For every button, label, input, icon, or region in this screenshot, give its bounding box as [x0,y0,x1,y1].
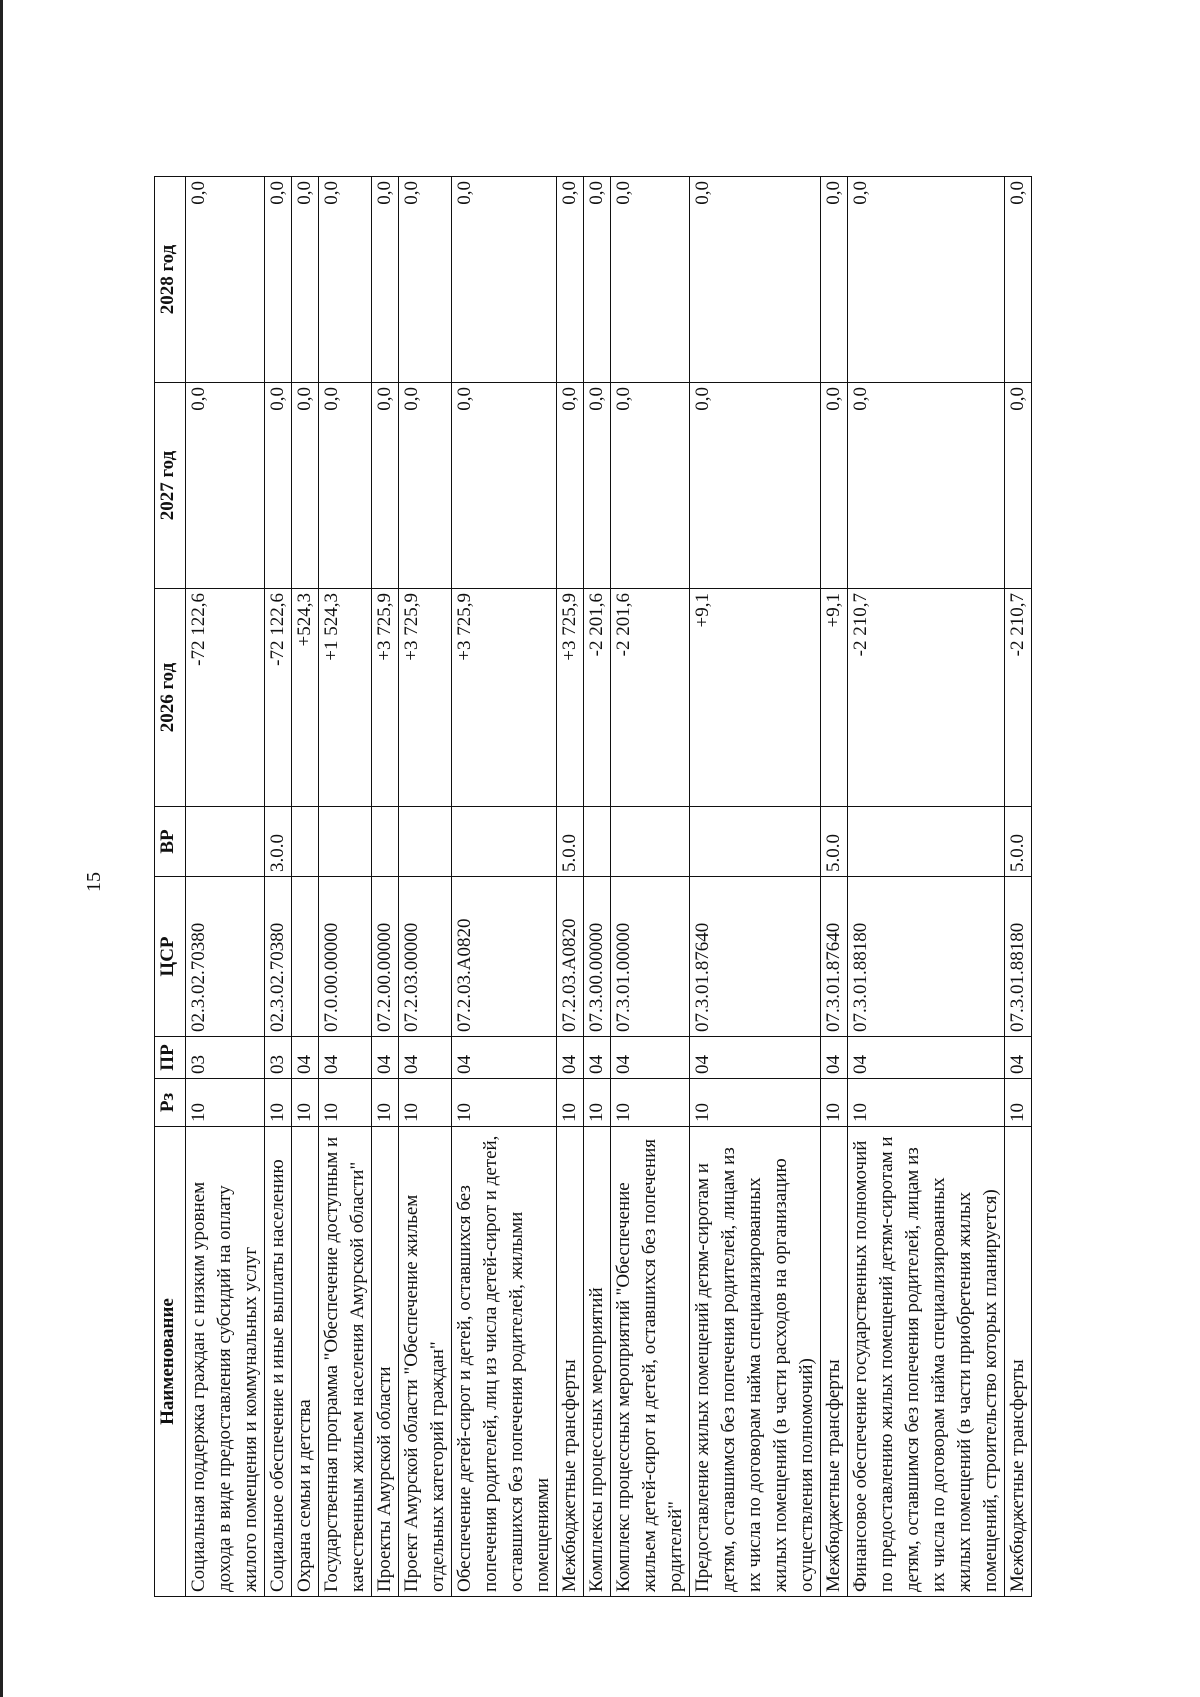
vr-cell [848,807,1005,877]
csr-cell: 07.3.01.87640 [821,877,848,1037]
value-2026-cell: +3 725,9 [557,589,584,807]
value-2028-cell: 0,0 [319,177,372,383]
value-2028-cell: 0,0 [611,177,690,383]
pr-cell: 03 [186,1037,265,1079]
vr-cell [452,807,557,877]
pr-cell: 03 [265,1037,292,1079]
rz-cell: 10 [848,1079,1005,1127]
csr-cell: 07.3.01.00000 [611,877,690,1037]
rz-cell: 10 [821,1079,848,1127]
vr-cell: 5.0.0 [821,807,848,877]
value-2026-cell: -72 122,6 [265,589,292,807]
csr-cell: 07.2.03.А0820 [557,877,584,1037]
rz-cell: 10 [690,1079,821,1127]
value-2026-cell: +3 725,9 [452,589,557,807]
value-2027-cell: 0,0 [265,383,292,589]
name-cell: Социальное обеспечение и иные выплаты населению [265,1127,292,1597]
pr-cell: 04 [584,1037,611,1079]
csr-cell: 07.3.00.00000 [584,877,611,1037]
vr-cell [186,807,265,877]
vr-cell [611,807,690,877]
value-2028-cell: 0,0 [821,177,848,383]
csr-cell [292,877,319,1037]
value-2026-cell: +1 524,3 [319,589,372,807]
pr-cell: 04 [690,1037,821,1079]
value-2027-cell: 0,0 [821,383,848,589]
value-2028-cell: 0,0 [557,177,584,383]
header-cell: Рз [155,1079,186,1127]
name-cell: Охрана семьи и детства [292,1127,319,1597]
value-2026-cell: +9,1 [821,589,848,807]
value-2026-cell: -2 201,6 [611,589,690,807]
rz-cell: 10 [584,1079,611,1127]
rz-cell: 10 [557,1079,584,1127]
table-row [292,177,319,1597]
rz-cell: 10 [186,1079,265,1127]
header-cell: ЦСР [155,877,186,1037]
header-cell: 2027 год [155,383,186,589]
table-row [319,177,372,1597]
name-cell: Межбюджетные трансферты [1005,1127,1032,1597]
value-2026-cell: +524,3 [292,589,319,807]
table-row [690,177,821,1597]
value-2028-cell: 0,0 [1005,177,1032,383]
name-cell: Комплекс процессных мероприятий "Обеспечение жильем детей-сирот и детей, оставшихся без попечения родителей" [611,1127,690,1597]
pr-cell: 04 [452,1037,557,1079]
pr-cell: 04 [292,1037,319,1079]
header-cell: 2028 год [155,177,186,383]
name-cell: Предоставление жилых помещений детям-сиротам и детям, оставшимся без попечения родителей, лицам из их числа по договорам найма специализированных жилых помещений (в части расходов на организацию осуществления полномочий) [690,1127,821,1597]
table-body [186,177,1032,1597]
value-2028-cell: 0,0 [690,177,821,383]
table-row [452,177,557,1597]
value-2028-cell: 0,0 [848,177,1005,383]
value-2027-cell: 0,0 [557,383,584,589]
vr-cell [319,807,372,877]
name-cell: Межбюджетные трансферты [821,1127,848,1597]
rz-cell: 10 [265,1079,292,1127]
header-cell: ПР [155,1037,186,1079]
table-container [154,177,1086,1597]
value-2028-cell: 0,0 [372,177,399,383]
name-cell: Социальная поддержка граждан с низким уровнем дохода в виде предоставления субсидий на оплату жилого помещения и коммунальных услуг [186,1127,265,1597]
vr-cell: 5.0.0 [1005,807,1032,877]
table-row [1005,177,1032,1597]
csr-cell: 02.3.02.70380 [186,877,265,1037]
value-2027-cell: 0,0 [399,383,452,589]
vr-cell: 5.0.0 [557,807,584,877]
value-2026-cell: -72 122,6 [186,589,265,807]
rz-cell: 10 [452,1079,557,1127]
rz-cell: 10 [399,1079,452,1127]
csr-cell: 07.3.01.88180 [1005,877,1032,1037]
table-row [848,177,1005,1597]
name-cell: Обеспечение детей-сирот и детей, оставшихся без попечения родителей, лиц из числа детей-сирот и детей, оставшихся без попечения родителей, жилыми помещениями [452,1127,557,1597]
rz-cell: 10 [292,1079,319,1127]
table-row [557,177,584,1597]
pr-cell: 04 [1005,1037,1032,1079]
csr-cell: 07.3.01.88180 [848,877,1005,1037]
csr-cell: 07.3.01.87640 [690,877,821,1037]
table-row [611,177,690,1597]
table-row [186,177,265,1597]
value-2027-cell: 0,0 [584,383,611,589]
value-2027-cell: 0,0 [186,383,265,589]
table-header-row [155,177,186,1597]
csr-cell: 07.2.03.00000 [399,877,452,1037]
name-cell: Проект Амурской области "Обеспечение жильем отдельных категорий граждан" [399,1127,452,1597]
pr-cell: 04 [557,1037,584,1079]
value-2026-cell: +3 725,9 [399,589,452,807]
rz-cell: 10 [372,1079,399,1127]
value-2028-cell: 0,0 [452,177,557,383]
header-cell: 2026 год [155,589,186,807]
pr-cell: 04 [372,1037,399,1079]
rz-cell: 10 [611,1079,690,1127]
rz-cell: 10 [319,1079,372,1127]
table-row [584,177,611,1597]
value-2026-cell: -2 210,7 [1005,589,1032,807]
vr-cell: 3.0.0 [265,807,292,877]
value-2028-cell: 0,0 [399,177,452,383]
pr-cell: 04 [319,1037,372,1079]
page-number: 15 [83,872,105,892]
value-2027-cell: 0,0 [292,383,319,589]
vr-cell [690,807,821,877]
csr-cell: 07.2.03.А0820 [452,877,557,1037]
table-row [399,177,452,1597]
table-row [372,177,399,1597]
value-2026-cell: +3 725,9 [372,589,399,807]
header-cell: ВР [155,807,186,877]
value-2028-cell: 0,0 [292,177,319,383]
table-row [821,177,848,1597]
value-2028-cell: 0,0 [265,177,292,383]
value-2027-cell: 0,0 [1005,383,1032,589]
pr-cell: 04 [848,1037,1005,1079]
value-2027-cell: 0,0 [452,383,557,589]
name-cell: Государственная программа "Обеспечение доступным и качественным жильем населения Амурской области" [319,1127,372,1597]
value-2028-cell: 0,0 [584,177,611,383]
csr-cell: 07.0.00.00000 [319,877,372,1037]
name-cell: Проекты Амурской области [372,1127,399,1597]
pr-cell: 04 [399,1037,452,1079]
name-cell: Межбюджетные трансферты [557,1127,584,1597]
value-2027-cell: 0,0 [319,383,372,589]
name-cell: Финансовое обеспечение государственных полномочий по предоставлению жилых помещений детям-сиротам и детям, оставшимся без попечения родителей, лицам из их числа по договорам найма специализированных жилых помещений (в части приобретения жилых помещений, строительство которых планируется) [848,1127,1005,1597]
value-2028-cell: 0,0 [186,177,265,383]
rz-cell: 10 [1005,1079,1032,1127]
name-cell: Комплексы процессных мероприятий [584,1127,611,1597]
vr-cell [292,807,319,877]
budget-table [154,176,1032,1597]
value-2027-cell: 0,0 [372,383,399,589]
vr-cell [372,807,399,877]
value-2027-cell: 0,0 [690,383,821,589]
value-2026-cell: -2 210,7 [848,589,1005,807]
vr-cell [584,807,611,877]
csr-cell: 07.2.00.00000 [372,877,399,1037]
value-2026-cell: +9,1 [690,589,821,807]
value-2026-cell: -2 201,6 [584,589,611,807]
value-2027-cell: 0,0 [848,383,1005,589]
vr-cell [399,807,452,877]
pr-cell: 04 [611,1037,690,1079]
header-cell: Наименование [155,1127,186,1597]
table-row [265,177,292,1597]
value-2027-cell: 0,0 [611,383,690,589]
binding-edge [0,0,3,1697]
csr-cell: 02.3.02.70380 [265,877,292,1037]
pr-cell: 04 [821,1037,848,1079]
